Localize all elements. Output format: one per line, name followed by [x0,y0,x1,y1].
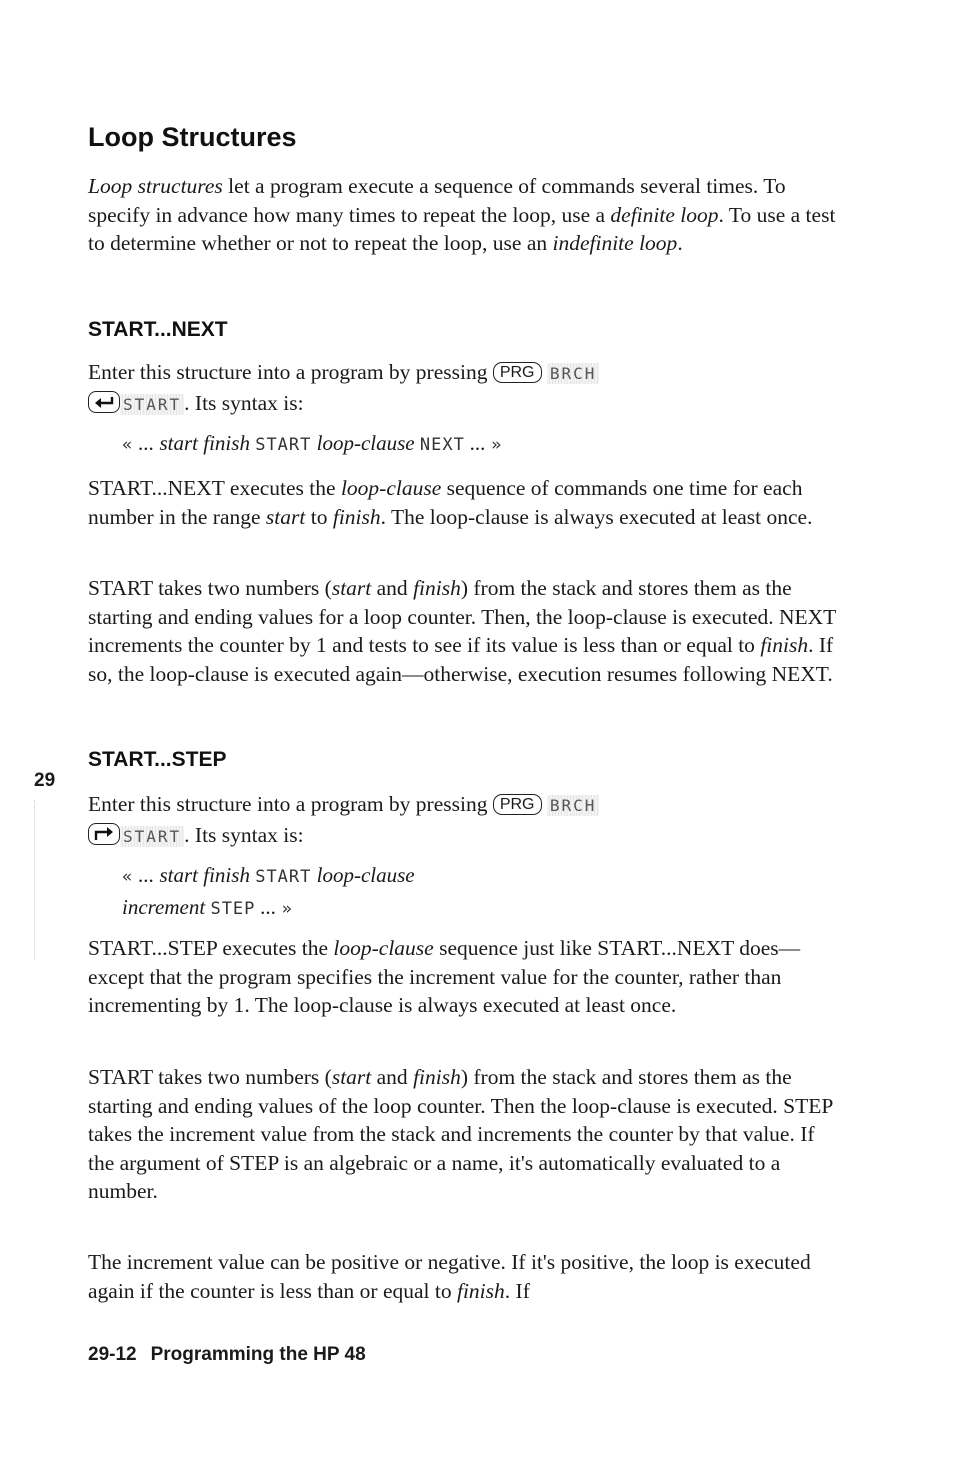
text: and [371,1065,414,1089]
term-finish: finish [413,576,461,600]
intro-text-1: let a program execute a sequence of commands several times. To specify in advance how many times to repeat the loop, use a [88,174,786,227]
term-finish: finish [760,633,809,658]
brch-softkey: BRCH [547,795,600,816]
intro-text-2: . To use a test to determine whether or not to repeat the loop, use an [88,202,836,256]
term-start: start [331,1065,372,1089]
ellipsis: ... [470,431,486,455]
start-next-syntax [122,428,502,460]
program-close-delimiter: » [281,899,293,919]
term-indefinite-loop: indefinite loop [552,231,678,256]
page-footer [88,1344,366,1366]
arg-loop-clause: loop-clause [316,431,415,455]
start-softkey: START [120,394,184,415]
text: The increment value can be positive or negative. If it's positive, the loop is executed again if the counter is less than or equal to [88,1250,811,1303]
term-definite-loop: definite loop [610,202,719,227]
intro-text-3: . [677,231,683,256]
cmd-start: START [255,867,312,887]
text: ) from the stack and stores them as the starting and ending values of the loop counter. Then the loop-clause is executed. STEP takes the increment value from the stack and increments the counter by that value. If the argument of STEP is an algebraic or a name, it's automatically evaluated to a number. [88,1065,833,1204]
term-finish: finish [413,1065,461,1089]
arg-increment: increment [122,895,206,919]
text: START takes two numbers ( [88,1065,332,1089]
start-next-details [88,574,838,688]
arg-start: start [159,431,199,455]
text: . If so, the loop-clause is executed again—otherwise, execution resumes following NEXT. [88,633,834,686]
ellipsis: ... [260,895,277,919]
right-shift-key-icon [88,823,120,845]
page-title: Loop Structures [88,122,297,152]
text: sequence just like START...NEXT does—except that the program specifies the increment value for the counter, rather than incrementing by 1. The loop-clause is always executed at least once. [88,936,801,1018]
arg-finish: finish [203,431,250,455]
start-step-enter-paragraph [88,790,778,851]
text: . The loop-clause is always executed at least once. [380,504,813,529]
start-step-details [88,1063,833,1206]
cmd-start: START [255,435,312,455]
program-close-delimiter: » [491,435,503,455]
arg-finish: finish [203,863,250,887]
start-softkey: START [120,826,184,847]
chapter-tab: 29 [34,770,56,791]
syntax-is-text: . Its syntax is: [184,390,304,415]
section-heading-start-next: START...NEXT [88,318,228,341]
term-finish: finish [332,504,381,529]
ellipsis: ... [138,431,155,455]
arg-start: start [159,863,199,887]
term-start: start [265,504,306,529]
text: sequence of commands one time for each number in the range [88,476,803,529]
intro-paragraph [88,172,838,258]
start-step-syntax [122,860,415,924]
program-open-delimiter: « [122,867,134,887]
text: and [371,576,414,600]
term-start: start [331,576,372,600]
text: START...NEXT executes the [88,476,341,500]
book-title: Programming the HP 48 [150,1344,366,1365]
cmd-next: NEXT [419,435,465,455]
brch-softkey: BRCH [547,363,600,384]
ellipsis: ... [138,863,155,887]
page-number: 29-12 [88,1344,137,1365]
page-edge-marker [34,800,36,960]
text: START...STEP executes the [88,936,334,960]
left-shift-key-icon [88,391,120,413]
start-step-increment-paragraph [88,1248,823,1305]
term-finish: finish [456,1278,505,1303]
term-loop-clause: loop-clause [333,936,434,960]
prg-key: PRG [493,362,542,383]
term-loop-clause: loop-clause [340,476,442,500]
start-next-description [88,474,818,531]
enter-text: Enter this structure into a program by pressing [88,360,493,384]
prg-key: PRG [493,794,542,815]
syntax-is-text: . Its syntax is: [184,822,304,847]
program-open-delimiter: « [122,435,134,455]
text: START takes two numbers ( [88,576,332,600]
cmd-step: STEP [210,899,256,919]
section-heading-start-step: START...STEP [88,748,227,771]
text: to [305,504,333,529]
term-loop-structures: Loop structures [88,174,223,198]
text: . If [504,1278,530,1303]
start-next-enter-paragraph [88,358,778,419]
text: ) from the stack and stores them as the starting and ending values for a loop counter. Then, the loop-clause is executed. NEXT increments the counter by 1 and tests to see if its value is less than or equal to [88,576,836,658]
start-step-description [88,934,808,1020]
arg-loop-clause: loop-clause [316,863,415,887]
enter-text: Enter this structure into a program by pressing [88,792,493,816]
